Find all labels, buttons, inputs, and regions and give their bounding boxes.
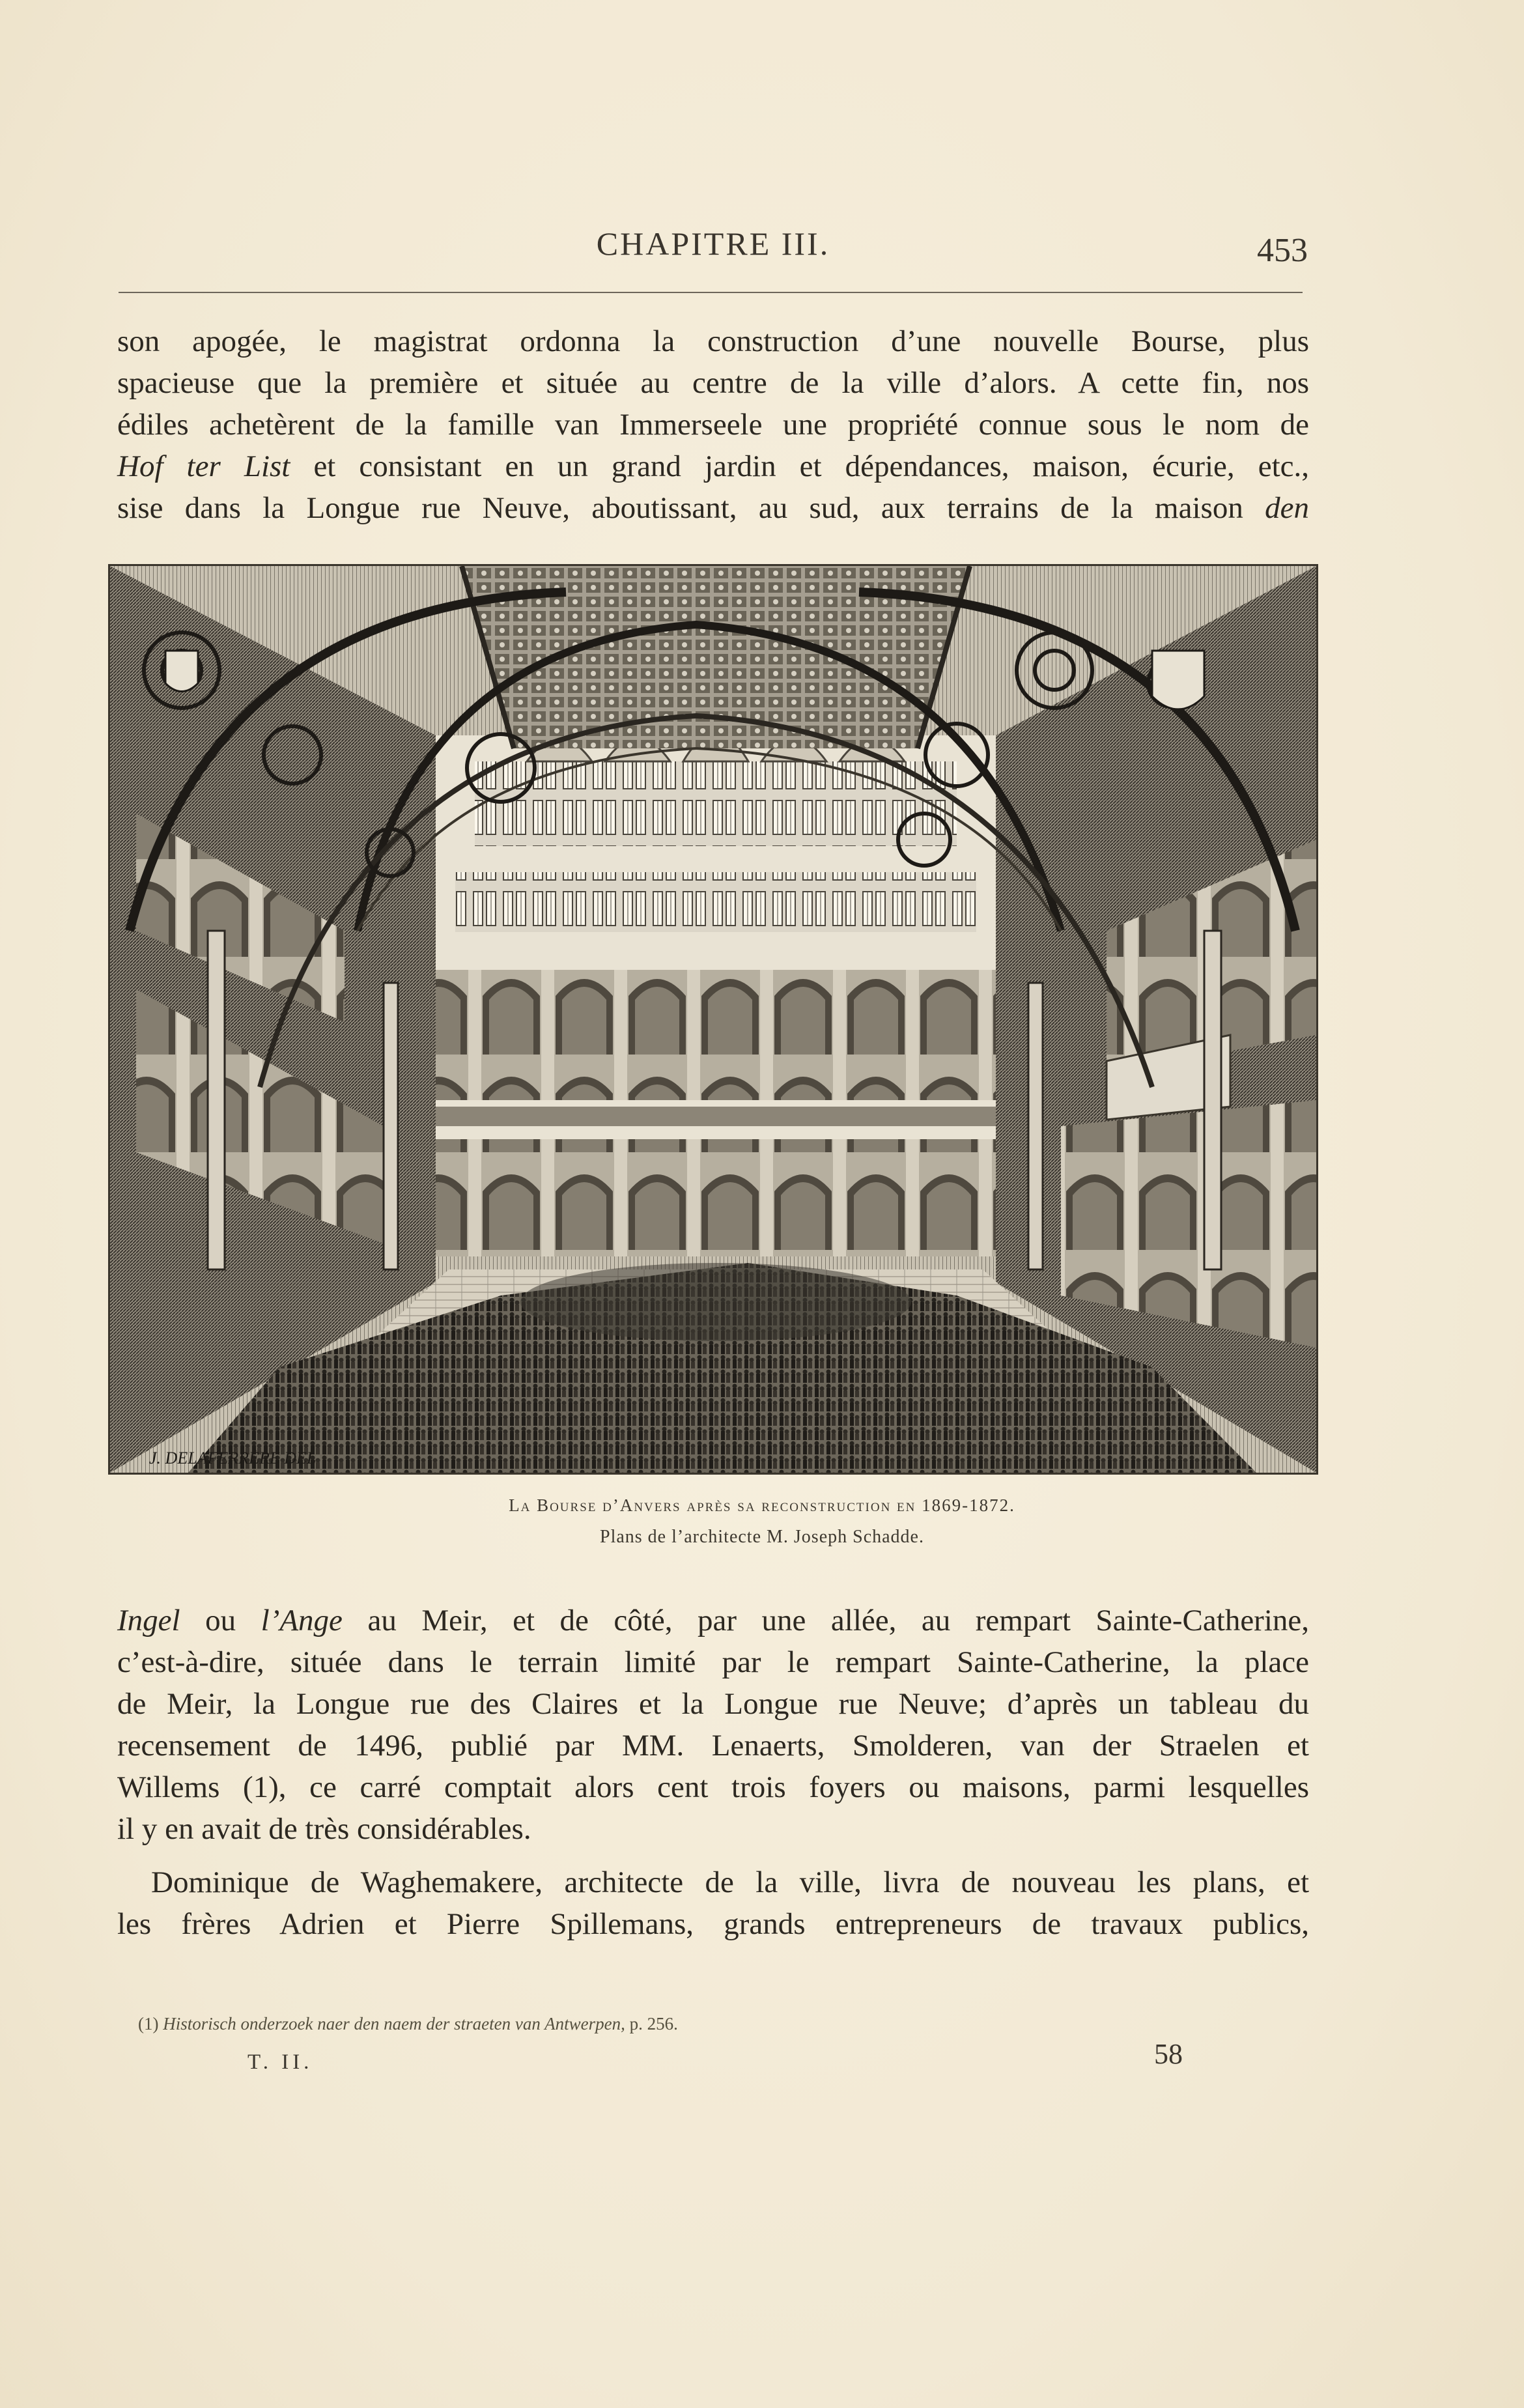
text-line: de Meir, la Longue rue des Claires et la Longue rue Neuve; d’après un tableau du: [117, 1687, 1309, 1721]
text-fragment: sise dans la Longue rue Neuve, aboutissant, au sud, aux terrains de la maison: [117, 491, 1243, 525]
volume-signature: T. II.: [247, 2050, 313, 2074]
sheet-number: 58: [1154, 2038, 1183, 2070]
text-line: c’est-à-dire, située dans le terrain limité par le rempart Sainte-Catherine, la place: [117, 1645, 1309, 1679]
footnote: [138, 2014, 678, 2034]
figure-caption-title: La Bourse d’Anvers après sa reconstruction en 1869-1872.: [509, 1495, 1015, 1515]
chapter-heading: CHAPITRE III.: [596, 225, 830, 262]
text-fragment: au Meir, et de côté, par une allée, au rempart Sainte-Catherine,: [367, 1604, 1310, 1637]
italic-term: den: [1265, 491, 1309, 525]
text-line: il y en avait de très considérables.: [117, 1812, 531, 1846]
text-line: édiles achetèrent de la famille van Immerseele une propriété connue sous le nom de: [117, 408, 1309, 442]
text-line: les frères Adrien et Pierre Spillemans, grands entrepreneurs de travaux publics,: [117, 1907, 1309, 1941]
italic-term: Hof ter List: [117, 449, 290, 483]
text-line: [117, 446, 1309, 487]
text-fragment: ou: [205, 1604, 236, 1637]
text-line: Dominique de Waghemakere, architecte de la ville, livra de nouveau les plans, et: [151, 1865, 1309, 1899]
paragraph-2: [117, 1600, 1309, 1850]
paragraph-1: [117, 320, 1309, 529]
italic-term: Ingel: [117, 1604, 180, 1637]
text-line: recensement de 1496, publié par MM. Lenaerts, Smolderen, van der Straelen et: [117, 1729, 1309, 1763]
footnote-text: Historisch onderzoek naer den naem der straeten van Antwerpen,: [163, 2014, 625, 2033]
text-line: son apogée, le magistrat ordonna la construction d’une nouvelle Bourse, plus: [117, 324, 1309, 358]
figure-caption-credit: Plans de l’architecte M. Joseph Schadde.: [600, 1527, 924, 1547]
page-number: 453: [1257, 232, 1308, 269]
footnote-marker: (1): [138, 2014, 159, 2033]
text-line: [117, 487, 1309, 529]
engraver-signature: J. DELAFERRÈRE DEL: [149, 1449, 317, 1467]
text-line: spacieuse que la première et située au centre de la ville d’alors. A cette fin, nos: [117, 366, 1309, 400]
paragraph-3: [117, 1862, 1309, 1945]
text-line: Willems (1), ce carré comptait alors cent trois foyers ou maisons, parmi lesquelles: [117, 1770, 1309, 1804]
header-rule: [119, 292, 1303, 293]
text-line: [117, 1600, 1309, 1641]
text-fragment: et consistant en un grand jardin et dépendances, maison, écurie, etc.,: [313, 449, 1309, 483]
footnote-page-ref: p. 256.: [629, 2014, 678, 2033]
italic-term: l’Ange: [261, 1604, 343, 1637]
engraving-illustration: [108, 564, 1318, 1475]
